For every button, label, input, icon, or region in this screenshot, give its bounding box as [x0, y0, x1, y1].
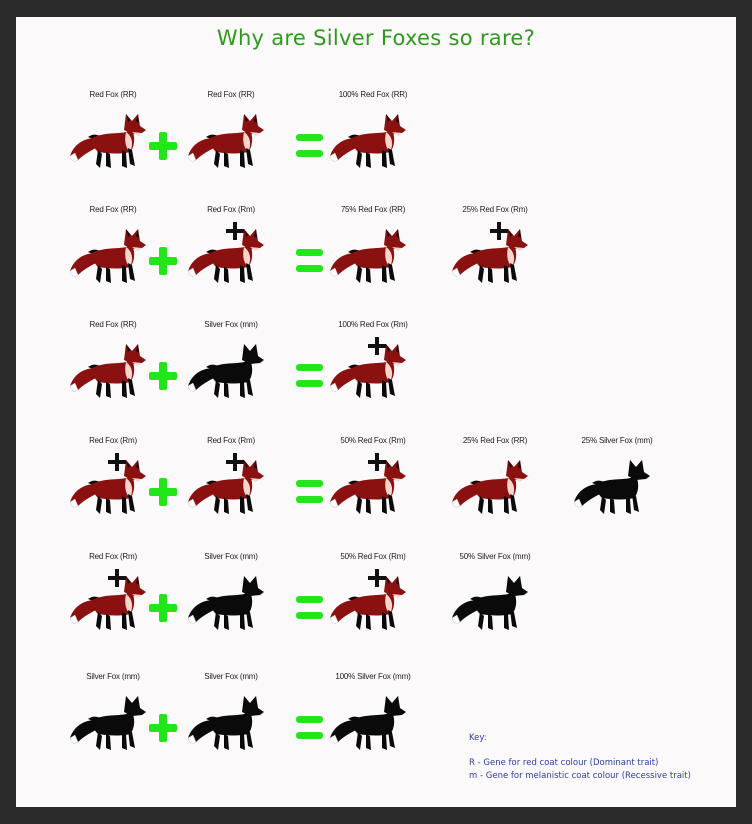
- fox-label: 100% Red Fox (Rm): [338, 320, 408, 329]
- plus-icon: [149, 594, 177, 622]
- equals-icon: [296, 249, 323, 272]
- fox-label: Red Fox (RR): [207, 90, 255, 99]
- carrier-marker-icon: [226, 453, 244, 471]
- fox-label: 25% Red Fox (RR): [462, 436, 528, 445]
- equals-icon: [296, 596, 323, 619]
- plus-icon: [149, 247, 177, 275]
- fox-label: Silver Fox (mm): [204, 320, 258, 329]
- red-fox-icon: [66, 338, 152, 404]
- key-title: Key:: [469, 733, 487, 743]
- red-fox-icon: [184, 108, 270, 174]
- fox-label: Silver Fox (mm): [204, 672, 258, 681]
- fox-label: 50% Red Fox (Rm): [340, 436, 406, 445]
- fox-label: 25% Silver Fox (mm): [581, 436, 653, 445]
- key-line-dominant: R - Gene for red coat colour (Dominant trait): [469, 758, 659, 768]
- diagram-title: Why are Silver Foxes so rare?: [216, 26, 536, 50]
- fox-label: Red Fox (RR): [89, 205, 137, 214]
- plus-icon: [149, 478, 177, 506]
- fox-label: Silver Fox (mm): [86, 672, 140, 681]
- red-fox-icon: [448, 454, 534, 520]
- equals-icon: [296, 480, 323, 503]
- fox-label: 50% Red Fox (Rm): [340, 552, 406, 561]
- carrier-marker-icon: [368, 337, 386, 355]
- fox-label: Red Fox (Rm): [89, 436, 137, 445]
- red-fox-icon: [66, 223, 152, 289]
- equals-icon: [296, 716, 323, 739]
- silver-fox-icon: [326, 690, 412, 756]
- carrier-marker-icon: [108, 569, 126, 587]
- fox-label: 50% Silver Fox (mm): [459, 552, 531, 561]
- fox-label: 25% Red Fox (Rm): [462, 205, 528, 214]
- key-legend: [469, 733, 691, 783]
- equals-icon: [296, 364, 323, 387]
- silver-fox-icon: [66, 690, 152, 756]
- fox-label: Silver Fox (mm): [204, 552, 258, 561]
- red-fox-icon: [326, 108, 412, 174]
- equals-icon: [296, 134, 323, 157]
- fox-label: Red Fox (Rm): [89, 552, 137, 561]
- fox-label: Red Fox (RR): [89, 90, 137, 99]
- carrier-marker-icon: [108, 453, 126, 471]
- plus-icon: [149, 132, 177, 160]
- key-line-recessive: m - Gene for melanistic coat colour (Recessive trait): [469, 771, 691, 781]
- fox-label: 75% Red Fox (RR): [340, 205, 406, 214]
- silver-fox-icon: [570, 454, 656, 520]
- red-fox-icon: [66, 108, 152, 174]
- silver-fox-icon: [184, 570, 270, 636]
- carrier-marker-icon: [368, 453, 386, 471]
- fox-label: Red Fox (RR): [89, 320, 137, 329]
- silver-fox-icon: [184, 690, 270, 756]
- silver-fox-icon: [184, 338, 270, 404]
- silver-fox-icon: [448, 570, 534, 636]
- red-fox-icon: [326, 223, 412, 289]
- carrier-marker-icon: [490, 222, 508, 240]
- fox-label: Red Fox (Rm): [207, 436, 255, 445]
- plus-icon: [149, 362, 177, 390]
- fox-label: 100% Silver Fox (mm): [335, 672, 411, 681]
- plus-icon: [149, 714, 177, 742]
- carrier-marker-icon: [368, 569, 386, 587]
- fox-label: Red Fox (Rm): [207, 205, 255, 214]
- fox-label: 100% Red Fox (RR): [338, 90, 408, 99]
- carrier-marker-icon: [226, 222, 244, 240]
